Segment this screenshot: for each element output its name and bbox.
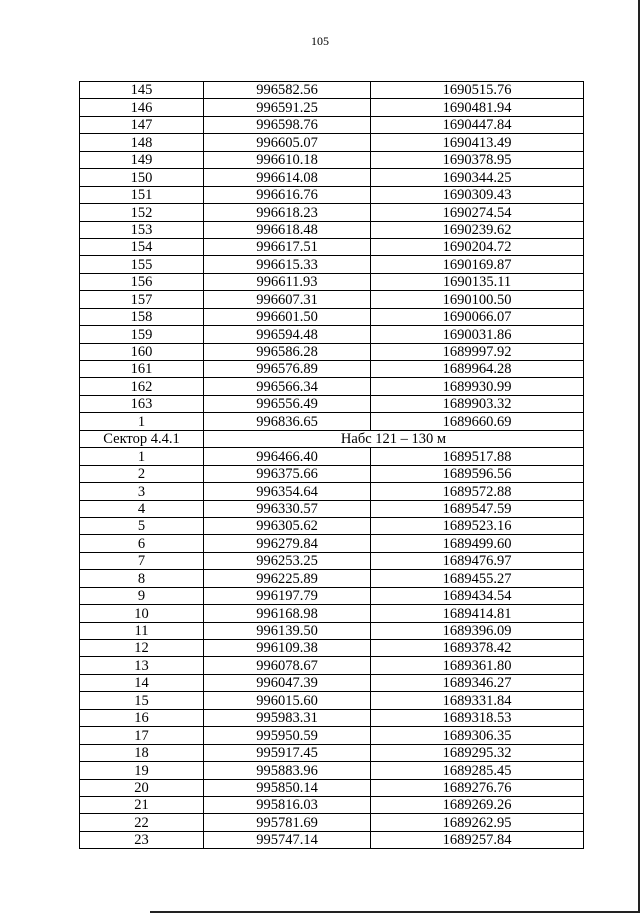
x-coordinate-cell: 996594.48 (204, 326, 371, 343)
y-coordinate-cell: 1689276.76 (371, 779, 584, 796)
point-number-cell: 1 (80, 413, 204, 430)
x-coordinate-cell: 996225.89 (204, 570, 371, 587)
y-coordinate-cell: 1689476.97 (371, 552, 584, 569)
x-coordinate-cell: 995983.31 (204, 709, 371, 726)
coordinates-table-body-a (80, 82, 584, 431)
page-number: 105 (311, 34, 329, 48)
x-coordinate-cell: 996197.79 (204, 587, 371, 604)
x-coordinate-cell: 996610.18 (204, 151, 371, 168)
table-row (80, 343, 584, 360)
y-coordinate-cell: 1690378.95 (371, 151, 584, 168)
table-row (80, 692, 584, 709)
y-coordinate-cell: 1689903.32 (371, 395, 584, 412)
point-number-cell: 12 (80, 640, 204, 657)
y-coordinate-cell: 1689306.35 (371, 727, 584, 744)
table-row (80, 151, 584, 168)
point-number-cell: 1 (80, 448, 204, 465)
x-coordinate-cell: 996607.31 (204, 291, 371, 308)
table-row (80, 640, 584, 657)
x-coordinate-cell: 996598.76 (204, 116, 371, 133)
table-row (80, 535, 584, 552)
sector-header (80, 430, 584, 447)
point-number-cell: 10 (80, 605, 204, 622)
y-coordinate-cell: 1689396.09 (371, 622, 584, 639)
y-coordinate-cell: 1689262.95 (371, 814, 584, 831)
point-number-cell: 147 (80, 116, 204, 133)
point-number-cell: 148 (80, 134, 204, 151)
table-row (80, 378, 584, 395)
table-row (80, 221, 584, 238)
point-number-cell: 11 (80, 622, 204, 639)
point-number-cell: 157 (80, 291, 204, 308)
x-coordinate-cell: 996591.25 (204, 99, 371, 116)
x-coordinate-cell: 996375.66 (204, 465, 371, 482)
y-coordinate-cell: 1690066.07 (371, 308, 584, 325)
point-number-cell: 163 (80, 395, 204, 412)
table-row (80, 82, 584, 99)
x-coordinate-cell: 996605.07 (204, 134, 371, 151)
point-number-cell: 6 (80, 535, 204, 552)
y-coordinate-cell: 1690447.84 (371, 116, 584, 133)
x-coordinate-cell: 995781.69 (204, 814, 371, 831)
y-coordinate-cell: 1689318.53 (371, 709, 584, 726)
y-coordinate-cell: 1690135.11 (371, 273, 584, 290)
table-row (80, 134, 584, 151)
x-coordinate-cell: 996618.48 (204, 221, 371, 238)
point-number-cell: 2 (80, 465, 204, 482)
point-number-cell: 151 (80, 186, 204, 203)
table-row (80, 552, 584, 569)
y-coordinate-cell: 1689596.56 (371, 465, 584, 482)
table-row (80, 256, 584, 273)
point-number-cell: 145 (80, 82, 204, 99)
point-number-cell: 5 (80, 517, 204, 534)
table-row (80, 465, 584, 482)
y-coordinate-cell: 1689257.84 (371, 831, 584, 848)
coordinates-table (79, 81, 584, 849)
x-coordinate-cell: 996618.23 (204, 204, 371, 221)
x-coordinate-cell: 995816.03 (204, 796, 371, 813)
point-number-cell: 146 (80, 99, 204, 116)
point-number-cell: 3 (80, 483, 204, 500)
y-coordinate-cell: 1689378.42 (371, 640, 584, 657)
y-coordinate-cell: 1689285.45 (371, 762, 584, 779)
y-coordinate-cell: 1690309.43 (371, 186, 584, 203)
table-row (80, 186, 584, 203)
table-row (80, 674, 584, 691)
table-row (80, 169, 584, 186)
x-coordinate-cell: 996047.39 (204, 674, 371, 691)
table-row (80, 605, 584, 622)
point-number-cell: 4 (80, 500, 204, 517)
point-number-cell: 161 (80, 361, 204, 378)
y-coordinate-cell: 1690274.54 (371, 204, 584, 221)
x-coordinate-cell: 996582.56 (204, 82, 371, 99)
sector-label: Сектор 4.4.1 (80, 430, 204, 447)
point-number-cell: 22 (80, 814, 204, 831)
y-coordinate-cell: 1690344.25 (371, 169, 584, 186)
y-coordinate-cell: 1689455.27 (371, 570, 584, 587)
x-coordinate-cell: 996836.65 (204, 413, 371, 430)
sector-row (80, 430, 584, 447)
point-number-cell: 155 (80, 256, 204, 273)
table-row (80, 779, 584, 796)
table-row (80, 587, 584, 604)
table-row (80, 273, 584, 290)
x-coordinate-cell: 995883.96 (204, 762, 371, 779)
point-number-cell: 158 (80, 308, 204, 325)
x-coordinate-cell: 995747.14 (204, 831, 371, 848)
x-coordinate-cell: 995850.14 (204, 779, 371, 796)
point-number-cell: 21 (80, 796, 204, 813)
y-coordinate-cell: 1689572.88 (371, 483, 584, 500)
point-number-cell: 9 (80, 587, 204, 604)
point-number-cell: 159 (80, 326, 204, 343)
point-number-cell: 7 (80, 552, 204, 569)
y-coordinate-cell: 1689499.60 (371, 535, 584, 552)
y-coordinate-cell: 1689434.54 (371, 587, 584, 604)
table-row (80, 116, 584, 133)
point-number-cell: 162 (80, 378, 204, 395)
point-number-cell: 16 (80, 709, 204, 726)
point-number-cell: 19 (80, 762, 204, 779)
table-row (80, 413, 584, 430)
y-coordinate-cell: 1690413.49 (371, 134, 584, 151)
x-coordinate-cell: 996617.51 (204, 238, 371, 255)
x-coordinate-cell: 996615.33 (204, 256, 371, 273)
x-coordinate-cell: 996576.89 (204, 361, 371, 378)
table-row (80, 762, 584, 779)
y-coordinate-cell: 1689331.84 (371, 692, 584, 709)
point-number-cell: 20 (80, 779, 204, 796)
point-number-cell: 152 (80, 204, 204, 221)
table-row (80, 483, 584, 500)
y-coordinate-cell: 1689517.88 (371, 448, 584, 465)
table-row (80, 657, 584, 674)
x-coordinate-cell: 996616.76 (204, 186, 371, 203)
table-row (80, 395, 584, 412)
table-row (80, 744, 584, 761)
point-number-cell: 23 (80, 831, 204, 848)
table-row (80, 570, 584, 587)
coordinates-table-body-b (80, 448, 584, 849)
y-coordinate-cell: 1689523.16 (371, 517, 584, 534)
y-coordinate-cell: 1690481.94 (371, 99, 584, 116)
point-number-cell: 18 (80, 744, 204, 761)
y-coordinate-cell: 1690169.87 (371, 256, 584, 273)
point-number-cell: 150 (80, 169, 204, 186)
table-row (80, 99, 584, 116)
y-coordinate-cell: 1689346.27 (371, 674, 584, 691)
y-coordinate-cell: 1689269.26 (371, 796, 584, 813)
table-row (80, 727, 584, 744)
x-coordinate-cell: 996586.28 (204, 343, 371, 360)
x-coordinate-cell: 996611.93 (204, 273, 371, 290)
table-row (80, 291, 584, 308)
y-coordinate-cell: 1690239.62 (371, 221, 584, 238)
y-coordinate-cell: 1689414.81 (371, 605, 584, 622)
x-coordinate-cell: 996078.67 (204, 657, 371, 674)
x-coordinate-cell: 996279.84 (204, 535, 371, 552)
y-coordinate-cell: 1689660.69 (371, 413, 584, 430)
y-coordinate-cell: 1690031.86 (371, 326, 584, 343)
table-row (80, 238, 584, 255)
x-coordinate-cell: 996556.49 (204, 395, 371, 412)
point-number-cell: 149 (80, 151, 204, 168)
table-row (80, 622, 584, 639)
x-coordinate-cell: 995950.59 (204, 727, 371, 744)
x-coordinate-cell: 996253.25 (204, 552, 371, 569)
y-coordinate-cell: 1690515.76 (371, 82, 584, 99)
table-row (80, 500, 584, 517)
x-coordinate-cell: 996305.62 (204, 517, 371, 534)
table-row (80, 517, 584, 534)
x-coordinate-cell: 996109.38 (204, 640, 371, 657)
table-row (80, 814, 584, 831)
x-coordinate-cell: 996168.98 (204, 605, 371, 622)
y-coordinate-cell: 1689997.92 (371, 343, 584, 360)
x-coordinate-cell: 996466.40 (204, 448, 371, 465)
y-coordinate-cell: 1689295.32 (371, 744, 584, 761)
y-coordinate-cell: 1689930.99 (371, 378, 584, 395)
y-coordinate-cell: 1689964.28 (371, 361, 584, 378)
point-number-cell: 153 (80, 221, 204, 238)
point-number-cell: 156 (80, 273, 204, 290)
point-number-cell: 14 (80, 674, 204, 691)
y-coordinate-cell: 1689361.80 (371, 657, 584, 674)
point-number-cell: 8 (80, 570, 204, 587)
point-number-cell: 15 (80, 692, 204, 709)
y-coordinate-cell: 1690100.50 (371, 291, 584, 308)
y-coordinate-cell: 1689547.59 (371, 500, 584, 517)
point-number-cell: 13 (80, 657, 204, 674)
table-row (80, 204, 584, 221)
table-row (80, 709, 584, 726)
table-row (80, 361, 584, 378)
x-coordinate-cell: 996354.64 (204, 483, 371, 500)
point-number-cell: 160 (80, 343, 204, 360)
x-coordinate-cell: 996015.60 (204, 692, 371, 709)
table-row (80, 831, 584, 848)
x-coordinate-cell: 995917.45 (204, 744, 371, 761)
table-row (80, 796, 584, 813)
x-coordinate-cell: 996139.50 (204, 622, 371, 639)
x-coordinate-cell: 996566.34 (204, 378, 371, 395)
point-number-cell: 154 (80, 238, 204, 255)
point-number-cell: 17 (80, 727, 204, 744)
table-row (80, 308, 584, 325)
y-coordinate-cell: 1690204.72 (371, 238, 584, 255)
table-row (80, 326, 584, 343)
sector-height-label: Набс 121 – 130 м (204, 430, 584, 447)
x-coordinate-cell: 996330.57 (204, 500, 371, 517)
table-row (80, 448, 584, 465)
x-coordinate-cell: 996601.50 (204, 308, 371, 325)
x-coordinate-cell: 996614.08 (204, 169, 371, 186)
